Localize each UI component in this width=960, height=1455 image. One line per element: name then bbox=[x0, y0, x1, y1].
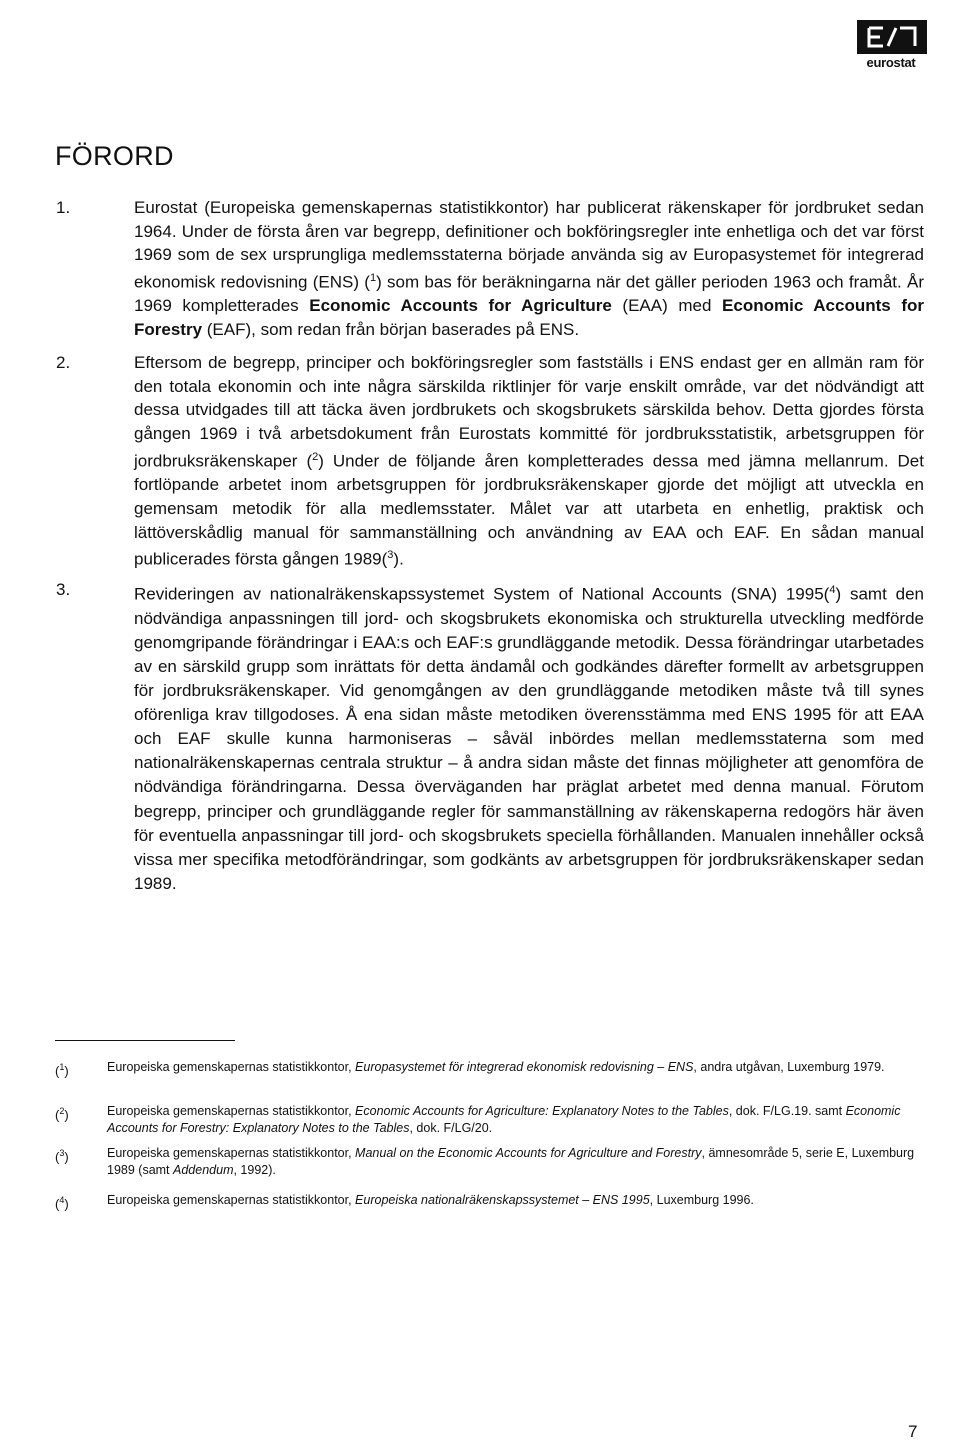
italic-text: Economic Accounts for Forestry: Explanatory Notes to the Tables bbox=[107, 1104, 901, 1135]
paragraph-text bbox=[134, 351, 924, 572]
text-run: , dok. F/LG/20. bbox=[409, 1121, 493, 1135]
italic-text: Manual on the Economic Accounts for Agriculture and Forestry bbox=[355, 1146, 702, 1160]
text-run: , 1992). bbox=[233, 1163, 276, 1177]
footnote-mark: ($^1$) bbox=[55, 1062, 69, 1079]
footnote-ref: 4 bbox=[829, 584, 836, 596]
text-run: Europeiska gemenskapernas statistikkontor, bbox=[107, 1193, 356, 1207]
footnote-ref: 3 bbox=[387, 549, 394, 562]
italic-text: Economic Accounts for Agriculture: Explanatory Notes to the Tables bbox=[355, 1104, 729, 1118]
paragraph-number: 2. bbox=[56, 353, 71, 372]
text-run: Europeiska gemenskapernas statistikkontor, bbox=[107, 1146, 356, 1160]
footnote-mark: ($^3$) bbox=[55, 1148, 69, 1165]
text-run: ) Under de följande åren kompletterades dessa med jämna mellanrum. Det fortlöpande arbetet inom arbetsgruppen för jordbruksräkenskaper gjorde det möjligt att utveckla en gemensam metodik för alla medlemsstater. Målet var att utarbeta en enhetlig, praktisk och lättöverskådlig manual för sammanställning och användning av EAA och EAF. En sådan manual publicerades första gången 1989( bbox=[134, 451, 924, 569]
bold-text: Economic Accounts for Forestry bbox=[134, 296, 924, 340]
text-run: Eurostat (Europeiska gemenskapernas statistikkontor) har publicerat räkenskaper för jordbruket sedan 1964. Under de första åren var begrepp, definitioner och bokföringsregler inte enhetliga och det var först 1969 som de sex ursprungliga medlemsstaterna började använda sig av Europasystemet för integrerad ekonomisk redovisning (ENS) ( bbox=[134, 198, 924, 292]
eurostat-logo-text: eurostat bbox=[866, 55, 916, 70]
paragraph-text bbox=[134, 578, 924, 896]
italic-text: Addendum bbox=[173, 1163, 234, 1177]
text-run: , andra utgåvan, Luxemburg 1979. bbox=[693, 1060, 885, 1074]
text-run: ) samt den nödvändiga anpassningen till jord- och skogsbrukets ekonomiska och strukturella utveckling medförde genomgripande förändringar i EAA:s och EAF:s grundläggande metodik. Dessa förändringar utarbetades av en särskild grupp som inrättats för detta ändamål och godkändes därefter formellt av arbetsgruppen för jordbruksräkenskaper. Vid genomgången av den grundläggande metodiken måste två till synes oförenliga krav tillgodoses. Å ena sidan måste metodiken överensstämma med ENS 1995 för att EAA och EAF skulle kunna harmoniseras – såväl inbördes mellan medlemsstaterna som med nationalräkenskapernas centrala struktur – å andra sidan måste det finnas möjligheter att genomföra de nödvändiga förändringarna. Dessa överväganden har präglat arbetet med denna manual. Förutom begrepp, principer och grundläggande regler för sammanställning av räkenskaperna redogörs här även för eventuella anpassningar till jord- och skogsbrukets speciella förhållanden. Manualen innehåller också vissa mer specifika metodförändringar, som godkänts av arbetsgruppen för jordbruksräkenskaper sedan 1989. bbox=[134, 584, 924, 893]
footnote-mark: ($^4$) bbox=[55, 1195, 69, 1212]
text-run: Europeiska gemenskapernas statistikkontor, bbox=[107, 1060, 356, 1074]
text-run: (EAA) med bbox=[611, 296, 723, 316]
footnote-text bbox=[107, 1059, 927, 1076]
page-number: 7 bbox=[908, 1422, 918, 1441]
footnote-ref: 2 bbox=[312, 450, 319, 463]
text-run: , dok. F/LG.19. samt bbox=[728, 1104, 846, 1118]
text-run: Europeiska gemenskapernas statistikkontor, bbox=[107, 1104, 356, 1118]
paragraph-number: 3. bbox=[56, 580, 71, 599]
text-run: Eftersom de begrepp, principer och bokföringsregler som fastställs i ENS endast ger en allmän ram för den totala ekonomin och inte några särskilda riktlinjer för varje enskilt område, var det nödvändigt att dessa utvidgades till att täcka även jordbrukets och skogsbrukets särskilda behov. Detta gjordes första gången 1969 i två arbetsdokument från Eurostats kommitté för jordbruksstatistik, arbetsgruppen för jordbruksräkenskaper ( bbox=[134, 353, 924, 471]
bold-text: Economic Accounts for Agriculture bbox=[309, 296, 612, 316]
italic-text: Europasystemet för integrerad ekonomisk redovisning – ENS bbox=[355, 1060, 694, 1074]
footnote-text bbox=[107, 1145, 927, 1179]
text-run: , ämnesområde 5, serie E, Luxemburg 1989 (samt bbox=[107, 1146, 915, 1177]
eurostat-emblem-icon bbox=[866, 26, 918, 48]
text-run: ) som bas för beräkningarna när det gäller perioden 1963 och framåt. År 1969 kompletterades bbox=[134, 272, 925, 316]
footnote-ref: 1 bbox=[369, 272, 377, 285]
page-title: FÖRORD bbox=[55, 141, 174, 171]
text-run: , Luxemburg 1996. bbox=[649, 1193, 754, 1207]
footnote-text bbox=[107, 1103, 927, 1137]
text-run: (EAF), som redan från början baserades på ENS. bbox=[202, 320, 580, 340]
text-run: Revideringen av nationalräkenskapssystemet System of National Accounts (SNA) 1995( bbox=[134, 584, 830, 604]
paragraph-number: 1. bbox=[56, 198, 71, 217]
footnote-separator bbox=[55, 1040, 235, 1041]
eurostat-logo-mark bbox=[857, 20, 927, 54]
eurostat-logo bbox=[857, 20, 925, 70]
italic-text: Europeiska nationalräkenskapssystemet – ENS 1995 bbox=[355, 1193, 650, 1207]
paragraph-text bbox=[134, 196, 924, 342]
footnote-text bbox=[107, 1192, 927, 1209]
footnote-mark: ($^2$) bbox=[55, 1106, 69, 1123]
text-run: ). bbox=[393, 549, 404, 569]
